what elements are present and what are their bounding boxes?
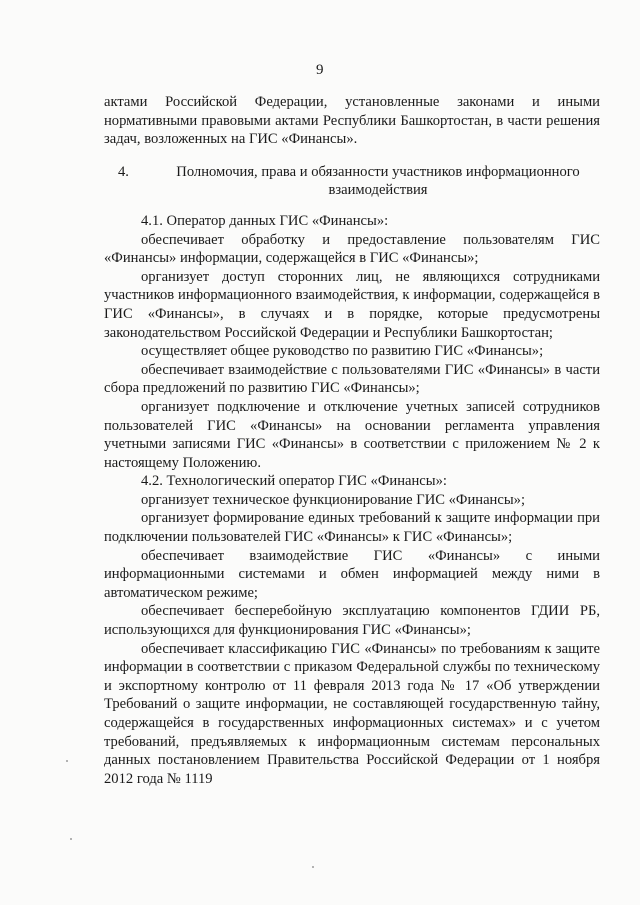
section-heading — [104, 163, 600, 200]
paragraph: организует подключение и отключение учетных записей сотрудников пользователей ГИС «Финансы» на основании регламента управления учетными записями ГИС «Финансы» в соответствии с приложением № 2 к настоящему Положению. — [104, 398, 600, 471]
paragraph: обеспечивает взаимодействие ГИС «Финансы» с иными информационными системами и обмен информацией между ними в автоматическом режиме; — [104, 547, 600, 601]
intro-paragraph: актами Российской Федерации, установленные законами и иными нормативными правовыми актами Республики Башкортостан, в части решения задач, возложенных на ГИС «Финансы». — [104, 94, 600, 148]
document-body — [104, 93, 600, 788]
section-number: 4. — [118, 163, 129, 180]
scan-speck — [66, 760, 68, 762]
page-number: 9 — [316, 62, 324, 78]
paragraph: обеспечивает обработку и предоставление пользователям ГИС «Финансы» информации, содержащейся в ГИС «Финансы»; — [104, 231, 600, 267]
paragraph: обеспечивает бесперебойную эксплуатацию компонентов ГДИИ РБ, использующихся для функционирования ГИС «Финансы»; — [104, 603, 600, 639]
paragraph: организует формирование единых требований к защите информации при подключении пользователей ГИС «Финансы» к ГИС «Финансы»; — [104, 510, 600, 546]
paragraph: осуществляет общее руководство по развитию ГИС «Финансы»; — [141, 343, 544, 360]
paragraph-4-2-heading: 4.2. Технологический оператор ГИС «Финансы»: — [141, 473, 447, 490]
paragraph: организует доступ сторонних лиц, не являющихся сотрудниками участников информационного взаимодействия, к информации, содержащейся в ГИС «Финансы», в случаях и в порядке, которые предусмотрены законодательством Российской Федерации и Республики Башкортостан; — [104, 268, 600, 341]
scan-speck — [312, 866, 314, 868]
section-title: Полномочия, права и обязанности участников информационного взаимодействия — [176, 163, 580, 199]
paragraph: обеспечивает взаимодействие с пользователями ГИС «Финансы» в части сбора предложений по развитию ГИС «Финансы»; — [104, 361, 600, 397]
scan-speck — [70, 838, 72, 840]
paragraph-4-1-heading: 4.1. Оператор данных ГИС «Финансы»: — [141, 212, 389, 229]
paragraph: обеспечивает классификацию ГИС «Финансы» по требованиям к защите информации в соответствии с приказом Федеральной службы по техническому и экспортному контролю от 11 февраля 2013 года № 17 «Об утверждении Требований о защите информации, не составляющей государственную тайну, содержащейся в государственных информационных системах» и с учетом требований, предъявляемых к информационным системам персональных данных постановлением Правительства Российской Федерации от 1 ноября 2012 года № 1119 — [104, 640, 600, 787]
paragraph: организует техническое функционирование ГИС «Финансы»; — [141, 491, 525, 508]
